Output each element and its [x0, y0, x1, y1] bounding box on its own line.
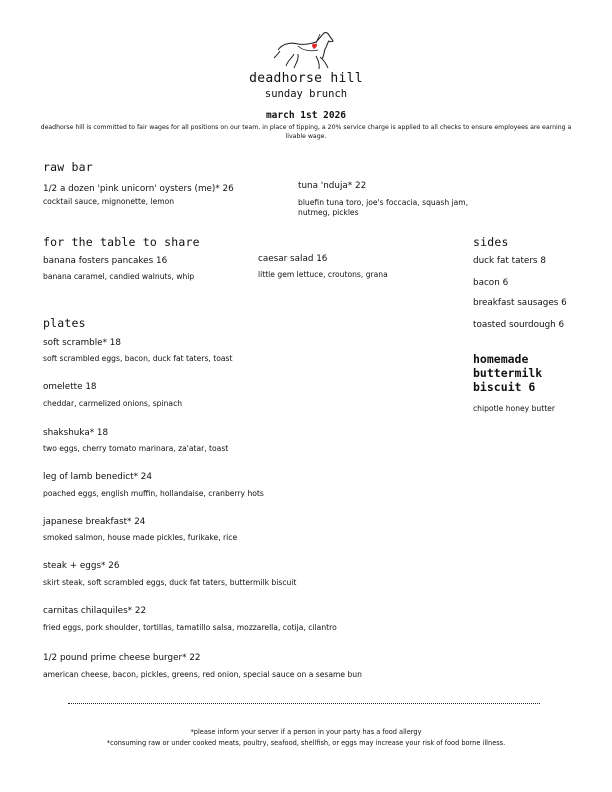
- biscuit-desc: chipotle honey butter: [473, 404, 555, 413]
- allergy-note: *please inform your server if a person in your party has a food allergy: [190, 728, 422, 736]
- share-item-desc: banana caramel, candied walnuts, whip: [43, 272, 195, 281]
- biscuit-line: biscuit 6: [473, 380, 536, 394]
- plate-item-desc: skirt steak, soft scrambled eggs, duck fat taters, buttermilk biscuit: [43, 578, 297, 587]
- raw-bar-heading: raw bar: [43, 160, 93, 174]
- plate-item-desc: poached eggs, english muffin, hollandaise, cranberry hots: [43, 489, 264, 498]
- biscuit-line: homemade: [473, 352, 529, 366]
- plate-item-name: soft scramble* 18: [43, 338, 121, 348]
- sides-heading: sides: [473, 235, 509, 249]
- service-charge-note: deadhorse hill is committed to fair wages for all positions on our team. in place of tipping, a 20% service charge is applied to all checks to ensure employees are earning a livable wage.: [40, 124, 572, 140]
- biscuit-line: buttermilk: [473, 366, 543, 380]
- sides-item: bacon 6: [473, 278, 509, 288]
- plate-item-desc: soft scrambled eggs, bacon, duck fat taters, toast: [43, 354, 233, 363]
- menu-subtitle: sunday brunch: [264, 88, 348, 100]
- raw-bar-item-name: tuna 'nduja* 22: [298, 181, 367, 191]
- raw-bar-item-desc: bluefin tuna toro, joe's foccacia, squash jam, nutmeg, pickles: [298, 198, 469, 217]
- plate-item-desc: two eggs, cherry tomato marinara, za'atar, toast: [43, 444, 229, 453]
- raw-food-warning: *consuming raw or under cooked meats, poultry, seafood, shellfish, or eggs may increase your risk of food borne illness.: [106, 739, 506, 747]
- plate-item-name: steak + eggs* 26: [43, 561, 120, 571]
- menu-date: march 1st 2026: [265, 110, 347, 121]
- share-item-name: banana fosters pancakes 16: [43, 256, 168, 266]
- plate-item-desc: american cheese, bacon, pickles, greens, red onion, special sauce on a sesame bun: [43, 670, 362, 679]
- plate-item-desc: smoked salmon, house made pickles, furikake, rice: [43, 533, 238, 542]
- dotted-divider: [68, 703, 540, 704]
- plate-item-name: shakshuka* 18: [43, 428, 109, 438]
- plate-item-desc: fried eggs, pork shoulder, tortillas, tamatillo salsa, mozzarella, cotija, cilantro: [43, 623, 337, 632]
- restaurant-title: deadhorse hill: [249, 71, 363, 86]
- plate-item-name: carnitas chilaquiles* 22: [43, 606, 147, 616]
- sides-item: duck fat taters 8: [473, 256, 546, 266]
- plate-item-name: leg of lamb benedict* 24: [43, 472, 152, 482]
- sides-item: toasted sourdough 6: [473, 320, 565, 330]
- share-heading: for the table to share: [43, 235, 200, 249]
- share-item-name: caesar salad 16: [258, 254, 328, 264]
- share-item-desc: little gem lettuce, croutons, grana: [258, 270, 388, 279]
- plates-heading: plates: [43, 316, 86, 330]
- horse-logo-icon: [272, 30, 338, 72]
- sides-item: breakfast sausages 6: [473, 298, 567, 308]
- raw-bar-item-name: 1/2 a dozen 'pink unicorn' oysters (me)* 26: [43, 184, 234, 194]
- plate-item-desc: cheddar, carmelized onions, spinach: [43, 399, 183, 408]
- plate-item-name: japanese breakfast* 24: [43, 517, 146, 527]
- plate-item-name: omelette 18: [43, 382, 97, 392]
- biscuit-heading: [473, 352, 583, 394]
- raw-bar-item-desc: cocktail sauce, mignonette, lemon: [43, 197, 175, 206]
- plate-item-name: 1/2 pound prime cheese burger* 22: [43, 653, 201, 663]
